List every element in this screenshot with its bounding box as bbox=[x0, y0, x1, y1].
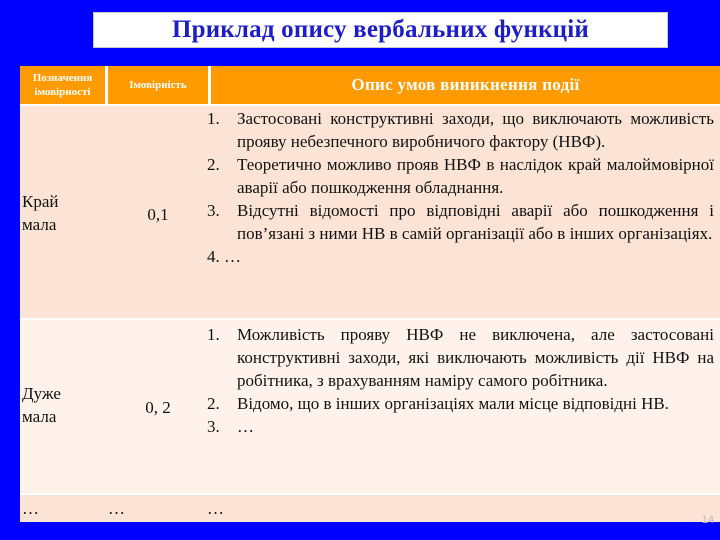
row-level-label bbox=[22, 190, 58, 236]
row-level-line: Дуже bbox=[22, 384, 61, 403]
table-row-bg bbox=[20, 494, 720, 522]
header-description: Опис умов виникнення події bbox=[211, 66, 720, 104]
header-probability: Імовірність bbox=[108, 66, 208, 104]
list-item-number: 2. bbox=[207, 394, 220, 413]
page-number: 14 bbox=[701, 514, 714, 526]
row-divider bbox=[20, 493, 720, 495]
slide-title-box bbox=[93, 12, 668, 48]
row-level-label: … bbox=[22, 499, 39, 518]
list-item bbox=[207, 107, 714, 153]
row-level-label bbox=[22, 382, 61, 428]
list-item bbox=[207, 199, 714, 245]
list-item-text: Можливість прояву НВФ не виключена, але застосовані конструктивні заходи, які виключають можливість дії НВФ на робітника, з врахуванням наміру самого робітника. bbox=[237, 325, 714, 390]
list-item-text: Теоретично можливо прояв НВФ в наслідок край малоймовірної аварії або пошкодження обладнання. bbox=[237, 155, 714, 197]
list-item-text: … bbox=[237, 417, 254, 436]
list-item-text: Застосовані конструктивні заходи, що виключають можливість прояву небезпечного виробничого фактору (НВФ). bbox=[237, 109, 714, 151]
row-level-line: Край bbox=[22, 192, 59, 211]
list-item-text: Відсутні відомості про відповідні аварії або пошкодження і пов’язані з ними НВ в самій організації або в інших організаціях. bbox=[237, 201, 714, 243]
list-item bbox=[207, 323, 714, 392]
row-description: … bbox=[207, 499, 224, 518]
header-designation-line1: Позначення bbox=[32, 72, 93, 84]
row-description-list bbox=[207, 323, 714, 438]
row-level-line: мала bbox=[22, 407, 57, 426]
list-item bbox=[207, 415, 714, 438]
list-item-number: 2. bbox=[207, 155, 220, 174]
list-item-number: 4. … bbox=[207, 247, 241, 266]
list-item bbox=[207, 392, 714, 415]
list-item-number: 1. bbox=[207, 325, 220, 344]
row-divider bbox=[20, 318, 720, 320]
list-item-number: 1. bbox=[207, 109, 220, 128]
row-probability: 0,1 bbox=[147, 205, 169, 224]
list-item-number: 3. bbox=[207, 201, 220, 220]
row-probability: 0, 2 bbox=[145, 398, 171, 417]
probability-table bbox=[20, 66, 720, 522]
header-designation-line2: імовірності bbox=[34, 86, 91, 98]
row-level-line: мала bbox=[22, 215, 57, 234]
row-description-list bbox=[207, 107, 714, 268]
list-item-text: Відомо, що в інших організаціях мали місце відповідні НВ. bbox=[237, 394, 669, 413]
row-probability: … bbox=[108, 499, 125, 518]
list-item bbox=[207, 153, 714, 199]
slide-title: Приклад опису вербальних функцій bbox=[171, 16, 590, 43]
row-divider bbox=[20, 104, 720, 106]
header-designation bbox=[20, 66, 105, 104]
list-item-number: 3. bbox=[207, 417, 220, 436]
list-item bbox=[207, 245, 714, 268]
